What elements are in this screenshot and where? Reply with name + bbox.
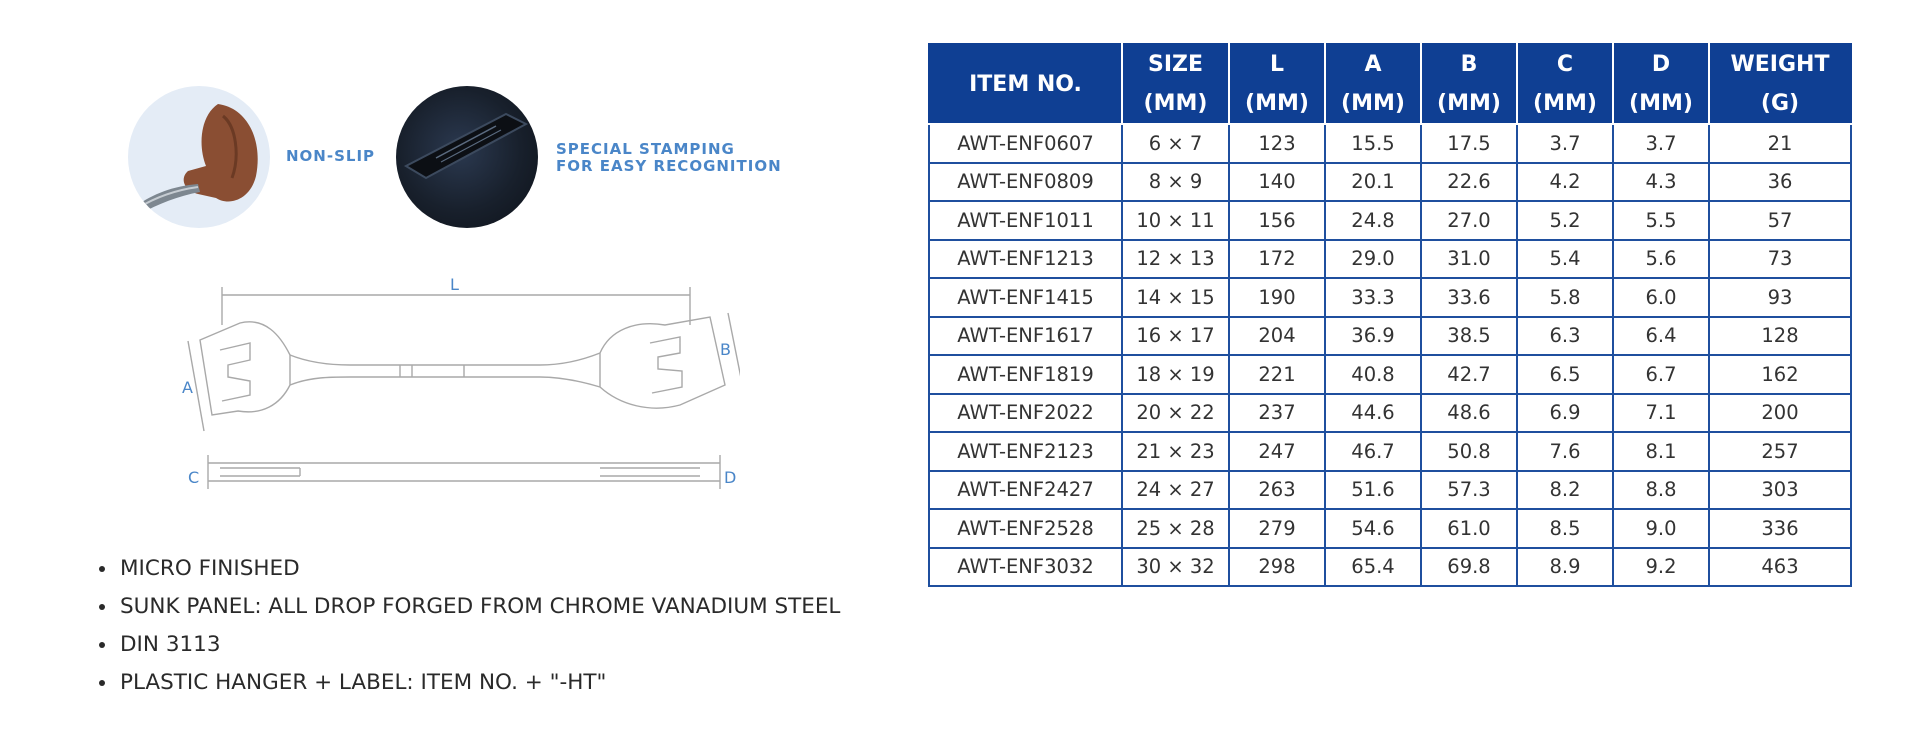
cell-size: 12 × 13 — [1122, 240, 1229, 279]
header-c: C (MM) — [1517, 44, 1613, 124]
cell-c: 8.5 — [1517, 509, 1613, 548]
cell-size: 6 × 7 — [1122, 124, 1229, 163]
header-size: SIZE (MM) — [1122, 44, 1229, 124]
table-row — [929, 432, 1851, 471]
cell-l: 298 — [1229, 548, 1325, 587]
cell-item: AWT-ENF2123 — [929, 432, 1122, 471]
table-row — [929, 317, 1851, 356]
cell-a: 15.5 — [1325, 124, 1421, 163]
wrench-stamp-icon — [396, 86, 538, 228]
cell-d: 5.6 — [1613, 240, 1709, 279]
header-row — [929, 44, 1851, 124]
cell-size: 14 × 15 — [1122, 278, 1229, 317]
cell-c: 8.2 — [1517, 471, 1613, 510]
non-slip-grip-photo — [128, 86, 270, 228]
cell-a: 24.8 — [1325, 201, 1421, 240]
table-body — [929, 124, 1851, 586]
cell-size: 16 × 17 — [1122, 317, 1229, 356]
cell-d: 6.0 — [1613, 278, 1709, 317]
cell-weight: 57 — [1709, 201, 1851, 240]
cell-item: AWT-ENF0607 — [929, 124, 1122, 163]
cell-item: AWT-ENF1819 — [929, 355, 1122, 394]
cell-size: 18 × 19 — [1122, 355, 1229, 394]
table-row — [929, 278, 1851, 317]
cell-weight: 162 — [1709, 355, 1851, 394]
cell-b: 61.0 — [1421, 509, 1517, 548]
header-d: D (MM) — [1613, 44, 1709, 124]
cell-d: 6.4 — [1613, 317, 1709, 356]
wrench-drawing — [180, 265, 740, 515]
table-row — [929, 394, 1851, 433]
cell-item: AWT-ENF1415 — [929, 278, 1122, 317]
cell-a: 46.7 — [1325, 432, 1421, 471]
cell-a: 40.8 — [1325, 355, 1421, 394]
table-row — [929, 548, 1851, 587]
cell-size: 24 × 27 — [1122, 471, 1229, 510]
cell-d: 8.8 — [1613, 471, 1709, 510]
cell-a: 54.6 — [1325, 509, 1421, 548]
non-slip-label: NON-SLIP — [286, 147, 376, 165]
cell-b: 38.5 — [1421, 317, 1517, 356]
cell-weight: 463 — [1709, 548, 1851, 587]
cell-b: 69.8 — [1421, 548, 1517, 587]
table-row — [929, 471, 1851, 510]
cell-c: 5.8 — [1517, 278, 1613, 317]
hand-grip-icon — [128, 86, 270, 228]
table-row — [929, 201, 1851, 240]
cell-d: 8.1 — [1613, 432, 1709, 471]
header-item-no: ITEM NO. — [929, 44, 1122, 124]
cell-a: 36.9 — [1325, 317, 1421, 356]
cell-item: AWT-ENF3032 — [929, 548, 1122, 587]
cell-a: 44.6 — [1325, 394, 1421, 433]
feature-item: • MICRO FINISHED — [118, 550, 878, 588]
dim-label-L: L — [450, 275, 459, 294]
cell-b: 57.3 — [1421, 471, 1517, 510]
cell-weight: 93 — [1709, 278, 1851, 317]
wrench-dimension-diagram — [180, 265, 740, 515]
cell-size: 8 × 9 — [1122, 163, 1229, 202]
cell-a: 33.3 — [1325, 278, 1421, 317]
feature-item: • PLASTIC HANGER + LABEL: ITEM NO. + "-HT" — [118, 664, 878, 702]
cell-d: 3.7 — [1613, 124, 1709, 163]
cell-a: 20.1 — [1325, 163, 1421, 202]
header-a: A (MM) — [1325, 44, 1421, 124]
cell-b: 50.8 — [1421, 432, 1517, 471]
header-b: B (MM) — [1421, 44, 1517, 124]
stamping-label-line2: FOR EASY RECOGNITION — [556, 157, 782, 175]
cell-d: 9.0 — [1613, 509, 1709, 548]
feature-item: • DIN 3113 — [118, 626, 878, 664]
cell-l: 263 — [1229, 471, 1325, 510]
cell-a: 51.6 — [1325, 471, 1421, 510]
cell-a: 29.0 — [1325, 240, 1421, 279]
cell-item: AWT-ENF1011 — [929, 201, 1122, 240]
spec-table — [928, 43, 1852, 587]
cell-l: 172 — [1229, 240, 1325, 279]
cell-weight: 303 — [1709, 471, 1851, 510]
cell-d: 6.7 — [1613, 355, 1709, 394]
cell-c: 5.2 — [1517, 201, 1613, 240]
cell-c: 3.7 — [1517, 124, 1613, 163]
cell-c: 5.4 — [1517, 240, 1613, 279]
cell-b: 31.0 — [1421, 240, 1517, 279]
cell-l: 221 — [1229, 355, 1325, 394]
cell-d: 4.3 — [1613, 163, 1709, 202]
cell-c: 7.6 — [1517, 432, 1613, 471]
dim-label-A: A — [182, 378, 193, 397]
cell-c: 4.2 — [1517, 163, 1613, 202]
stamping-label — [556, 141, 816, 175]
dim-label-B: B — [720, 340, 731, 359]
cell-size: 10 × 11 — [1122, 201, 1229, 240]
feature-item: • SUNK PANEL: ALL DROP FORGED FROM CHROME VANADIUM STEEL — [118, 588, 878, 626]
table-row — [929, 163, 1851, 202]
table-row — [929, 355, 1851, 394]
cell-l: 279 — [1229, 509, 1325, 548]
cell-b: 33.6 — [1421, 278, 1517, 317]
cell-d: 9.2 — [1613, 548, 1709, 587]
cell-size: 20 × 22 — [1122, 394, 1229, 433]
cell-c: 6.9 — [1517, 394, 1613, 433]
table-row — [929, 509, 1851, 548]
feature-list — [80, 550, 878, 702]
cell-c: 6.5 — [1517, 355, 1613, 394]
cell-weight: 257 — [1709, 432, 1851, 471]
table-row — [929, 124, 1851, 163]
cell-item: AWT-ENF1213 — [929, 240, 1122, 279]
cell-weight: 200 — [1709, 394, 1851, 433]
stamping-photo — [396, 86, 538, 228]
cell-l: 123 — [1229, 124, 1325, 163]
cell-size: 30 × 32 — [1122, 548, 1229, 587]
feature-callouts — [128, 86, 808, 231]
cell-l: 156 — [1229, 201, 1325, 240]
dim-label-C: C — [188, 468, 200, 487]
table-header — [929, 44, 1851, 124]
cell-item: AWT-ENF2528 — [929, 509, 1122, 548]
cell-item: AWT-ENF2022 — [929, 394, 1122, 433]
cell-b: 42.7 — [1421, 355, 1517, 394]
cell-l: 237 — [1229, 394, 1325, 433]
cell-b: 48.6 — [1421, 394, 1517, 433]
cell-c: 6.3 — [1517, 317, 1613, 356]
cell-item: AWT-ENF0809 — [929, 163, 1122, 202]
cell-weight: 36 — [1709, 163, 1851, 202]
cell-size: 21 × 23 — [1122, 432, 1229, 471]
cell-b: 27.0 — [1421, 201, 1517, 240]
cell-l: 247 — [1229, 432, 1325, 471]
cell-d: 5.5 — [1613, 201, 1709, 240]
cell-weight: 21 — [1709, 124, 1851, 163]
cell-b: 22.6 — [1421, 163, 1517, 202]
header-l: L (MM) — [1229, 44, 1325, 124]
header-weight: WEIGHT (G) — [1709, 44, 1851, 124]
cell-l: 140 — [1229, 163, 1325, 202]
cell-a: 65.4 — [1325, 548, 1421, 587]
cell-c: 8.9 — [1517, 548, 1613, 587]
cell-weight: 336 — [1709, 509, 1851, 548]
cell-l: 190 — [1229, 278, 1325, 317]
cell-d: 7.1 — [1613, 394, 1709, 433]
cell-weight: 73 — [1709, 240, 1851, 279]
dim-label-D: D — [724, 468, 737, 487]
cell-size: 25 × 28 — [1122, 509, 1229, 548]
stamping-label-line1: SPECIAL STAMPING — [556, 140, 735, 158]
cell-item: AWT-ENF1617 — [929, 317, 1122, 356]
cell-b: 17.5 — [1421, 124, 1517, 163]
cell-weight: 128 — [1709, 317, 1851, 356]
cell-item: AWT-ENF2427 — [929, 471, 1122, 510]
table-row — [929, 240, 1851, 279]
cell-l: 204 — [1229, 317, 1325, 356]
